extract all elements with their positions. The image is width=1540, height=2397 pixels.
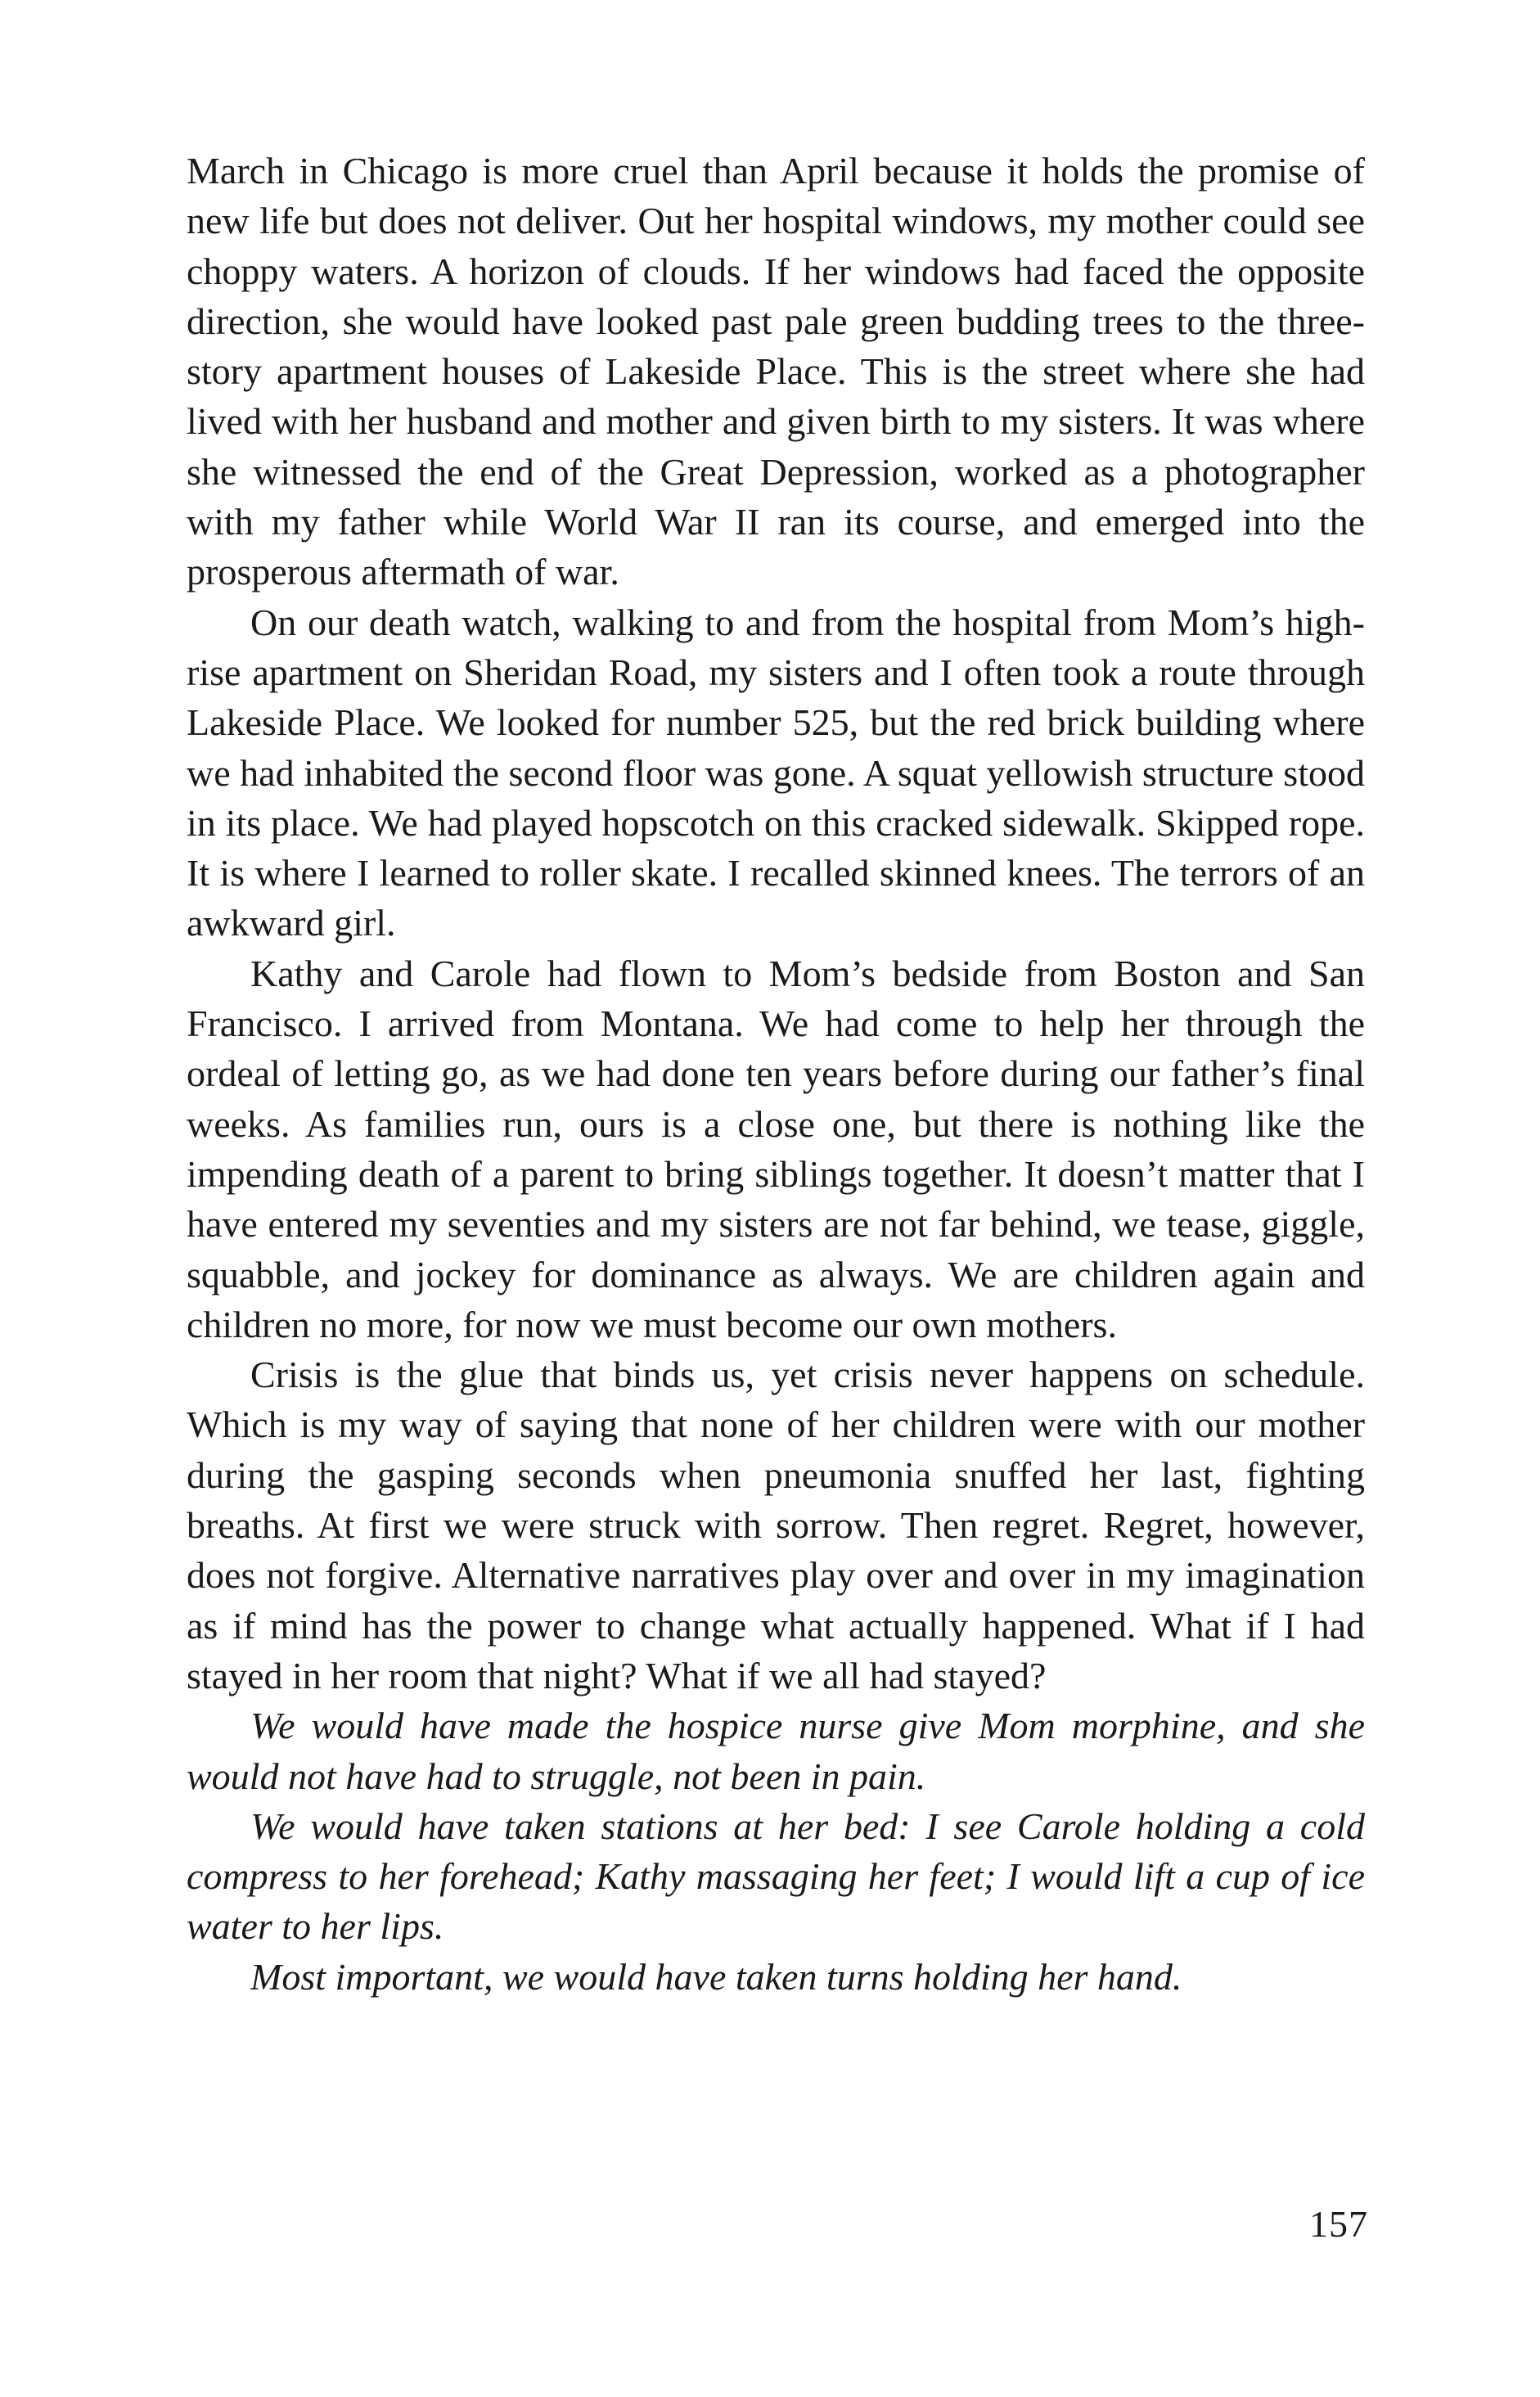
- paragraph-march-in-chicago: March in Chicago is more cruel than April because it holds the promise of new life but does not deliver. Out her hospital windows, my mother could see choppy waters. A horizon of clouds. If her windows had faced the opposite direction, she would have looked past pale green budding trees to the three-story apartment houses of Lakeside Place. This is the street where she had lived with her husband and mother and given birth to my sisters. It was where she witnessed the end of the Great Depression, worked as a photographer with my father while World War II ran its course, and emerged into the prosperous aftermath of war.: [187, 150, 1365, 593]
- paragraph-kathy-and-carole: Kathy and Carole had flown to Mom’s bedside from Boston and San Francisco. I arrived from Montana. We had come to help her through the ordeal of letting go, as we had done ten years before during our father’s final weeks. As families run, ours is a close one, but there is nothing like the impending death of a parent to bring siblings together. It doesn’t matter that I have entered my seventies and my sisters are not far behind, we tease, giggle, squabble, and jockey for dominance as always. We are children again and children no more, for now we must become our own mothers.: [187, 952, 1365, 1345]
- paragraph-stations-at-bed: We would have taken stations at her bed: I see Carole holding a cold compress to her forehead; Kathy massaging her feet; I would lift a cup of ice water to her lips.: [187, 1805, 1365, 1948]
- paragraph-holding-hand: Most important, we would have taken turns holding her hand.: [250, 1955, 1182, 1998]
- page-number: 157: [1309, 2203, 1368, 2245]
- paragraph-death-watch: On our death watch, walking to and from the hospital from Mom’s high-rise apartment on Sheridan Road, my sisters and I often took a route through Lakeside Place. We looked for number 525, but the red brick building where we had inhabited the second floor was gone. A squat yellowish structure stood in its place. We had played hopscotch on this cracked sidewalk. Skipped rope. It is where I learned to roller skate. I recalled skinned knees. The terrors of an awkward girl.: [187, 601, 1365, 944]
- body-text: [187, 146, 1365, 2002]
- paragraph-hospice-nurse: We would have made the hospice nurse give Mom morphine, and she would not have had to struggle, not been in pain.: [187, 1705, 1365, 1797]
- paragraph-crisis: Crisis is the glue that binds us, yet crisis never happens on schedule. Which is my way of saying that none of her children were with our mother during the gasping seconds when pneumonia snuffed her last, fighting breaths. At first we were struck with sorrow. Then regret. Regret, however, does not forgive. Alternative narratives play over and over in my imagination as if mind has the power to change what actually happened. What if I had stayed in her room that night? What if we all had stayed?: [187, 1354, 1365, 1696]
